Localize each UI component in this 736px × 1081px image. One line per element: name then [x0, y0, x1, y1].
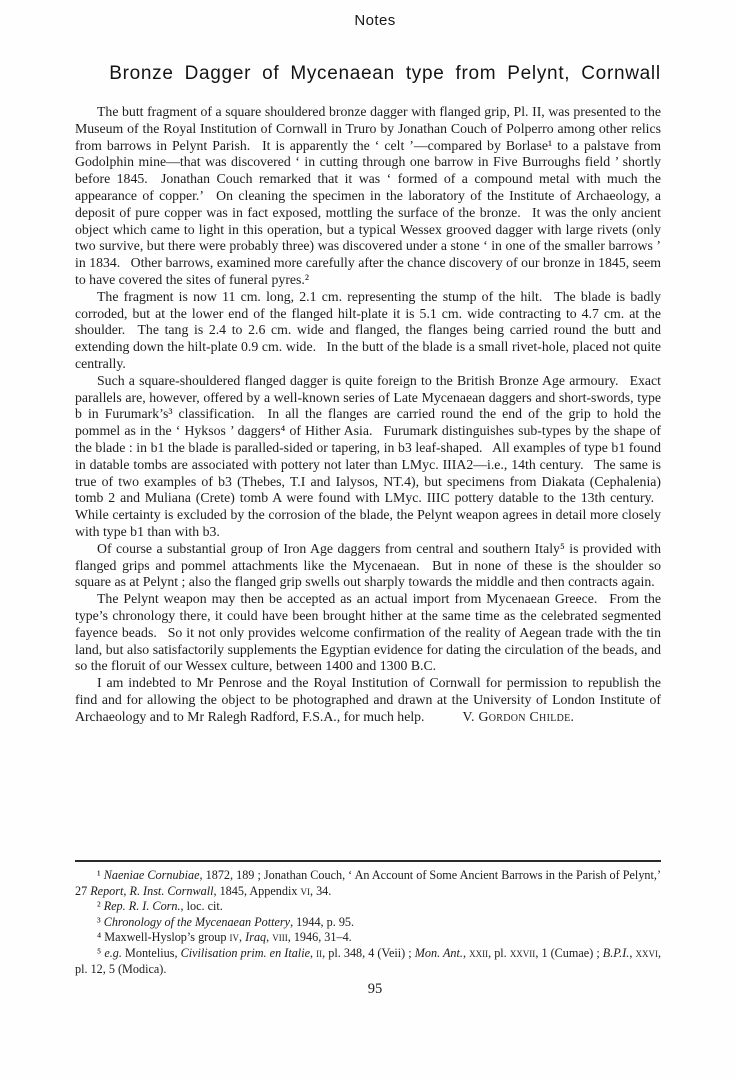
footnotes: [75, 868, 661, 977]
article-body: [75, 104, 661, 725]
paragraph-5: The Pelynt weapon may then be accepted as an actual import from Mycenaean Greece. From the type’s chronology there, it could have been brought hither at the same time as the celebrated segmented fayence beads. So it not only provides welcome confirmation of the reality of Aegean trade with the tin land, but also satisfactorily supplements the Egyptian evidence for dating the circulation of the beads, and so the floruit of our Wessex culture, between 1400 and 1300 B.C.: [75, 591, 661, 674]
footnote: ⁴ Maxwell-Hyslop’s group iv, Iraq, viii, 1946, 31–4.: [97, 930, 352, 945]
footnote: ¹ Naeniae Cornubiae, 1872, 189 ; Jonathan Couch, ‘ An Account of Some Ancient Barrows in the Parish of Pelynt,’ 27 Report, R. Inst. Cornwall, 1845, Appendix vi, 34.: [75, 868, 662, 898]
running-head: Notes: [354, 12, 396, 29]
page-number: 95: [367, 981, 383, 997]
paragraph-2: The fragment is now 11 cm. long, 2.1 cm. representing the stump of the hilt. The blade is badly corroded, but at the lower end of the flanged hilt-plate it is 5.1 cm. wide contracting to 4.7 cm. at the shoulder. The tang is 2.4 to 2.6 cm. wide and flanged, the flanges being carried round the butt and extending down the hilt-plate 0.9 cm. wide. In the butt of the blade is a small rivet-hole, placed not quite centrally.: [75, 288, 661, 371]
paragraph-1: The butt fragment of a square shouldered bronze dagger with flanged grip, Pl. II, was presented to the Museum of the Royal Institution of Cornwall in Truro by Jonathan Couch of Polperro among other relics from barrows in Pelynt Parish. It is apparently the ‘ celt ’—compared by Borlase¹ to a palstave from Godolphin mine—that was discovered ‘ in cutting through one barrow in Five Burroughs field ’ shortly before 1845. Jonathan Couch remarked that it was ‘ formed of a compound metal with much the appearance of copper.’ On cleaning the specimen in the laboratory of the Institute of Archaeology, a deposit of pure copper was in fact exposed, mottling the surface of the bronze. It was the only ancient object which came to light in this operation, but a typical Wessex grooved dagger with large rivets (only two survive, but there were probably three) was discovered under a stone ‘ in one of the smaller barrows ’ in 1834. Other barrows, examined more carefully after the chance discovery of our bronze in 1845, seem to have covered the sites of funeral pyres.²: [75, 104, 661, 287]
footnote: ³ Chronology of the Mycenaean Pottery, 1944, p. 95.: [97, 914, 355, 929]
author-signature: V. Gordon Childe.: [462, 708, 575, 724]
article-title: Bronze Dagger of Mycenaean type from Pelynt, Cornwall: [109, 63, 661, 84]
footnote-rule: [75, 860, 661, 862]
footnote: ² Rep. R. I. Corn., loc. cit.: [97, 899, 223, 914]
acknowledgment-text: I am indebted to Mr Penrose and the Royal Institution of Cornwall for permission to republish the find and for allowing the object to be photographed and drawn at the University of London Institute of Archaeology and to Mr Ralegh Radford, F.S.A., for much help.: [75, 675, 661, 724]
footnote: ⁵ e.g. Montelius, Civilisation prim. en Italie, ii, pl. 348, 4 (Veii) ; Mon. Ant., xxii, pl. xxvii, 1 (Cumae) ; B.P.I., xxvi, pl. 12, 5 (Modica).: [75, 945, 661, 976]
paragraph-4: Of course a substantial group of Iron Age daggers from central and southern Italy⁵ is provided with flanged grips and pommel attachments like the Mycenaean. But in none of these is the shoulder so square as at Pelynt ; also the flanged grip swells out sharply towards the middle and then contracts again.: [75, 540, 661, 590]
paragraph-acknowledgment: [75, 675, 661, 725]
paragraph-3: Such a square-shouldered flanged dagger is quite foreign to the British Bronze Age armoury. Exact parallels are, however, offered by a well-known series of Late Mycenaean daggers and short-swords, type b in Furumark’s³ classification. In all the flanges are carried round the end of the grip to hold the pommel as in the ‘ Hyksos ’ daggers⁴ of Hither Asia. Furumark distinguishes sub-types by the shape of the blade : in b1 the blade is paralled-sided or tapering, in b3 leaf-shaped. All examples of type b1 found in datable tombs are associated with pottery not later than LMyc. IIIA2—i.e., 14th century. The same is true of two examples of b3 (Thebes, T.I and Ialysos, NT.4), but specimens from Diakata (Cephalenia) tomb 2 and Muliana (Crete) tomb A were found with LMyc. IIIC pottery datable to the 13th century. While certainty is excluded by the corrosion of the blade, the Pelynt weapon agrees in detail more closely with type b1 than with b3.: [75, 372, 661, 539]
